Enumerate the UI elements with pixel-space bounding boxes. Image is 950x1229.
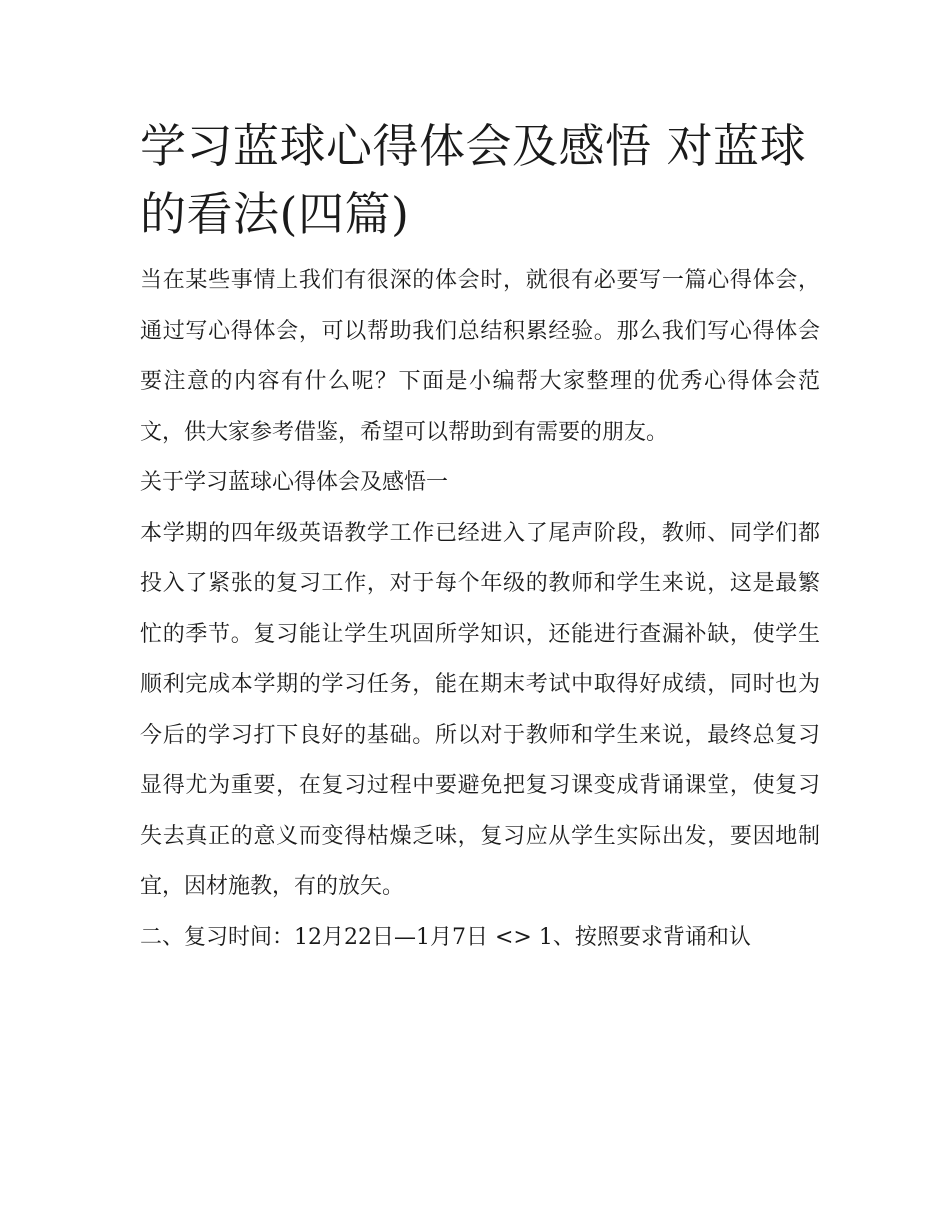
section-heading: 关于学习蓝球心得体会及感悟一 [140,470,449,495]
document-body [140,112,820,963]
body-paragraph: 本学期的四年级英语教学工作已经进入了尾声阶段，教师、同学们都投入了紧张的复习工作，对于每个年级的教师和学生来说，这是最繁忙的季节。复习能让学生巩固所学知识，还能进行查漏补缺，使学生顺利完成本学期的学习任务，能在期末考试中取得好成绩，同时也为今后的学习打下良好的基础。所以对于教师和学生来说，最终总复习显得尤为重要，在复习过程中要避免把复习课变成背诵课堂，使复习失去真正的意义而变得枯燥乏味，复习应从学生实际出发，要因地制宜，因材施教，有的放矢。 [140,520,820,899]
document-title: 学习蓝球心得体会及感悟 对蓝球的看法(四篇) [140,119,807,241]
intro-paragraph: 当在某些事情上我们有很深的体会时，就很有必要写一篇心得体会，通过写心得体会，可以帮助我们总结积累经验。那么我们写心得体会要注意的内容有什么呢？下面是小编帮大家整理的优秀心得体会范文，供大家参考借鉴，希望可以帮助到有需要的朋友。 [140,268,820,445]
body-paragraph-review-time: 二、复习时间：12月22日—1月7日 <> 1、按照要求背诵和认 [140,924,751,950]
